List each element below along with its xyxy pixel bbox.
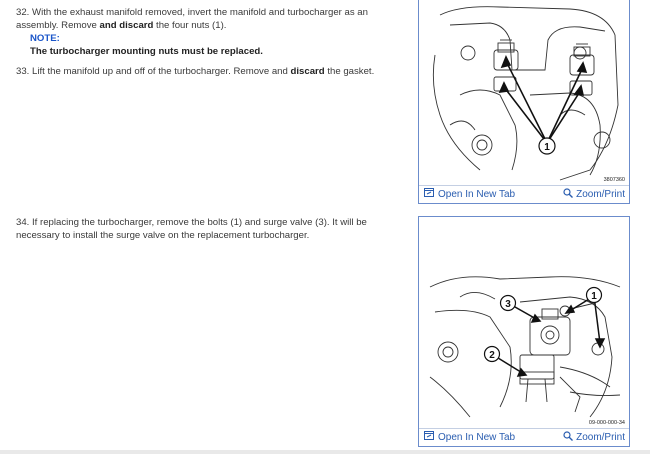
figure-image[interactable] bbox=[420, 0, 628, 185]
open-new-tab-icon bbox=[424, 431, 434, 443]
note-text: The turbocharger mounting nuts must be replaced. bbox=[30, 46, 263, 57]
figure-surge-valve bbox=[418, 216, 630, 447]
figure-id: 09-000-000-34 bbox=[588, 420, 625, 426]
open-new-tab-label: Open In New Tab bbox=[438, 431, 516, 443]
open-new-tab-label: Open In New Tab bbox=[438, 188, 516, 200]
figure-image[interactable] bbox=[420, 217, 628, 428]
turbo-nuts-illustration bbox=[420, 0, 628, 185]
zoom-icon bbox=[563, 431, 573, 444]
open-new-tab-link[interactable] bbox=[424, 188, 515, 200]
zoom-print-label: Zoom/Print bbox=[576, 189, 625, 200]
callout-3: 3 bbox=[505, 299, 511, 310]
note-label: NOTE: bbox=[30, 33, 60, 44]
bottom-divider bbox=[0, 450, 650, 454]
callout-1: 1 bbox=[591, 291, 597, 302]
step-32 bbox=[16, 6, 406, 58]
figure-toolbar bbox=[419, 185, 629, 203]
step-34: 34. If replacing the turbocharger, remove the bolts (1) and surge valve (3). It will be necessary to install the surge valve on the replacement turbocharger. bbox=[16, 217, 367, 241]
figure-toolbar bbox=[419, 428, 629, 446]
callout-1: 1 bbox=[544, 142, 550, 153]
zoom-print-label: Zoom/Print bbox=[576, 432, 625, 443]
figure-turbo-nuts bbox=[418, 0, 630, 204]
open-new-tab-icon bbox=[424, 188, 434, 200]
zoom-icon bbox=[563, 188, 573, 201]
figure-id: 3807360 bbox=[603, 177, 625, 183]
step-33: 33. Lift the manifold up and off of the turbocharger. Remove and discard the gasket. bbox=[16, 66, 375, 77]
zoom-print-link[interactable] bbox=[563, 431, 625, 444]
zoom-print-link[interactable] bbox=[563, 188, 625, 201]
step-32-text: 32. With the exhaust manifold removed, invert the manifold and turbocharger as an assembly. Remove and discard the four nuts (1). bbox=[16, 7, 368, 31]
callout-2: 2 bbox=[489, 350, 495, 361]
open-new-tab-link[interactable] bbox=[424, 431, 515, 443]
surge-valve-illustration bbox=[420, 217, 628, 428]
